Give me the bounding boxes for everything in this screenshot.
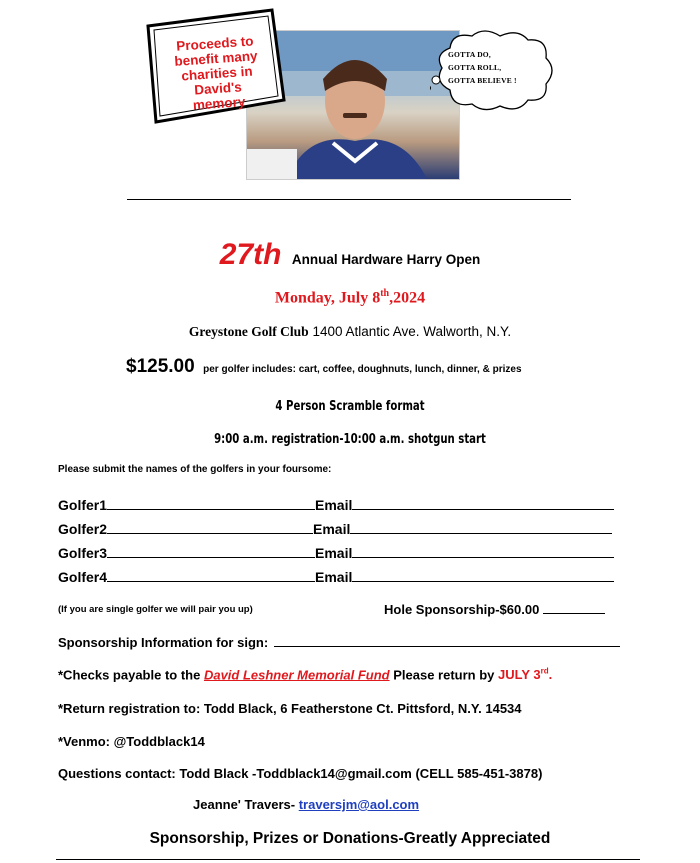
alt-contact-email-link[interactable]: traversjm@aol.com bbox=[298, 797, 420, 812]
sponsorship-info-field[interactable] bbox=[274, 634, 620, 647]
form-instructions: Please submit the names of the golfers in your foursome: bbox=[58, 464, 332, 475]
top-divider bbox=[127, 199, 571, 200]
golfer2-name-field[interactable] bbox=[107, 519, 313, 534]
golfer-row: Golfer4 Email bbox=[58, 567, 614, 585]
sponsorship-info: Sponsorship Information for sign: bbox=[58, 634, 620, 650]
fund-name: David Leshner Memorial Fund bbox=[203, 667, 390, 683]
event-format: 4 Person Scramble format bbox=[275, 399, 425, 414]
event-title bbox=[0, 238, 700, 272]
golfer1-name-field[interactable] bbox=[107, 495, 315, 510]
thought-bubble-text: GOTTA DO, GOTTA ROLL, GOTTA BELIEVE ! bbox=[448, 50, 517, 85]
golfer3-name-field[interactable] bbox=[107, 543, 315, 558]
checks-payable: *Checks payable to the David Leshner Memorial Fund Please return by JULY 3rd. bbox=[58, 667, 553, 683]
single-golfer-note: (If you are single golfer we will pair you up) bbox=[58, 604, 253, 615]
golfer4-email-field[interactable] bbox=[352, 567, 614, 582]
event-edition: 27th bbox=[219, 238, 282, 271]
event-venue: Greystone Golf Club 1400 Atlantic Ave. Walworth, N.Y. bbox=[188, 324, 512, 339]
golfer2-email-field[interactable] bbox=[350, 519, 612, 534]
hole-sponsorship: Hole Sponsorship-$60.00 bbox=[384, 601, 605, 617]
golfer-row: Golfer2 Email bbox=[58, 519, 612, 537]
golfer1-email-field[interactable] bbox=[352, 495, 614, 510]
golfer-row: Golfer3 Email bbox=[58, 543, 614, 561]
proceeds-sign-text: Proceeds to benefit many charities in David's memory bbox=[173, 33, 259, 113]
alt-contact: Jeanne' Travers- traversjm@aol.com bbox=[193, 797, 420, 812]
questions-contact: Questions contact: Todd Black -Toddblack14@gmail.com (CELL 585-451-3878) bbox=[58, 766, 543, 781]
event-price: $125.00 per golfer includes: cart, coffee, doughnuts, lunch, dinner, & prizes bbox=[126, 356, 522, 377]
return-registration: *Return registration to: Todd Black, 6 Featherstone Ct. Pittsford, N.Y. 14534 bbox=[58, 701, 522, 716]
golfer3-email-field[interactable] bbox=[352, 543, 614, 558]
return-date: JULY 3rd. bbox=[498, 667, 553, 683]
event-name: Annual Hardware Harry Open bbox=[291, 252, 481, 267]
golfer4-name-field[interactable] bbox=[107, 567, 315, 582]
event-schedule: 9:00 a.m. registration-10:00 a.m. shotgun start bbox=[214, 432, 486, 447]
hole-sponsorship-field[interactable] bbox=[543, 601, 605, 614]
closing-message: Sponsorship, Prizes or Donations-Greatly Appreciated bbox=[149, 830, 551, 847]
event-date: Monday, July 8th,2024 bbox=[274, 288, 426, 307]
golfer-row: Golfer1 Email bbox=[58, 495, 614, 513]
venmo: *Venmo: @Toddblack14 bbox=[58, 734, 205, 749]
bottom-divider bbox=[56, 859, 640, 860]
